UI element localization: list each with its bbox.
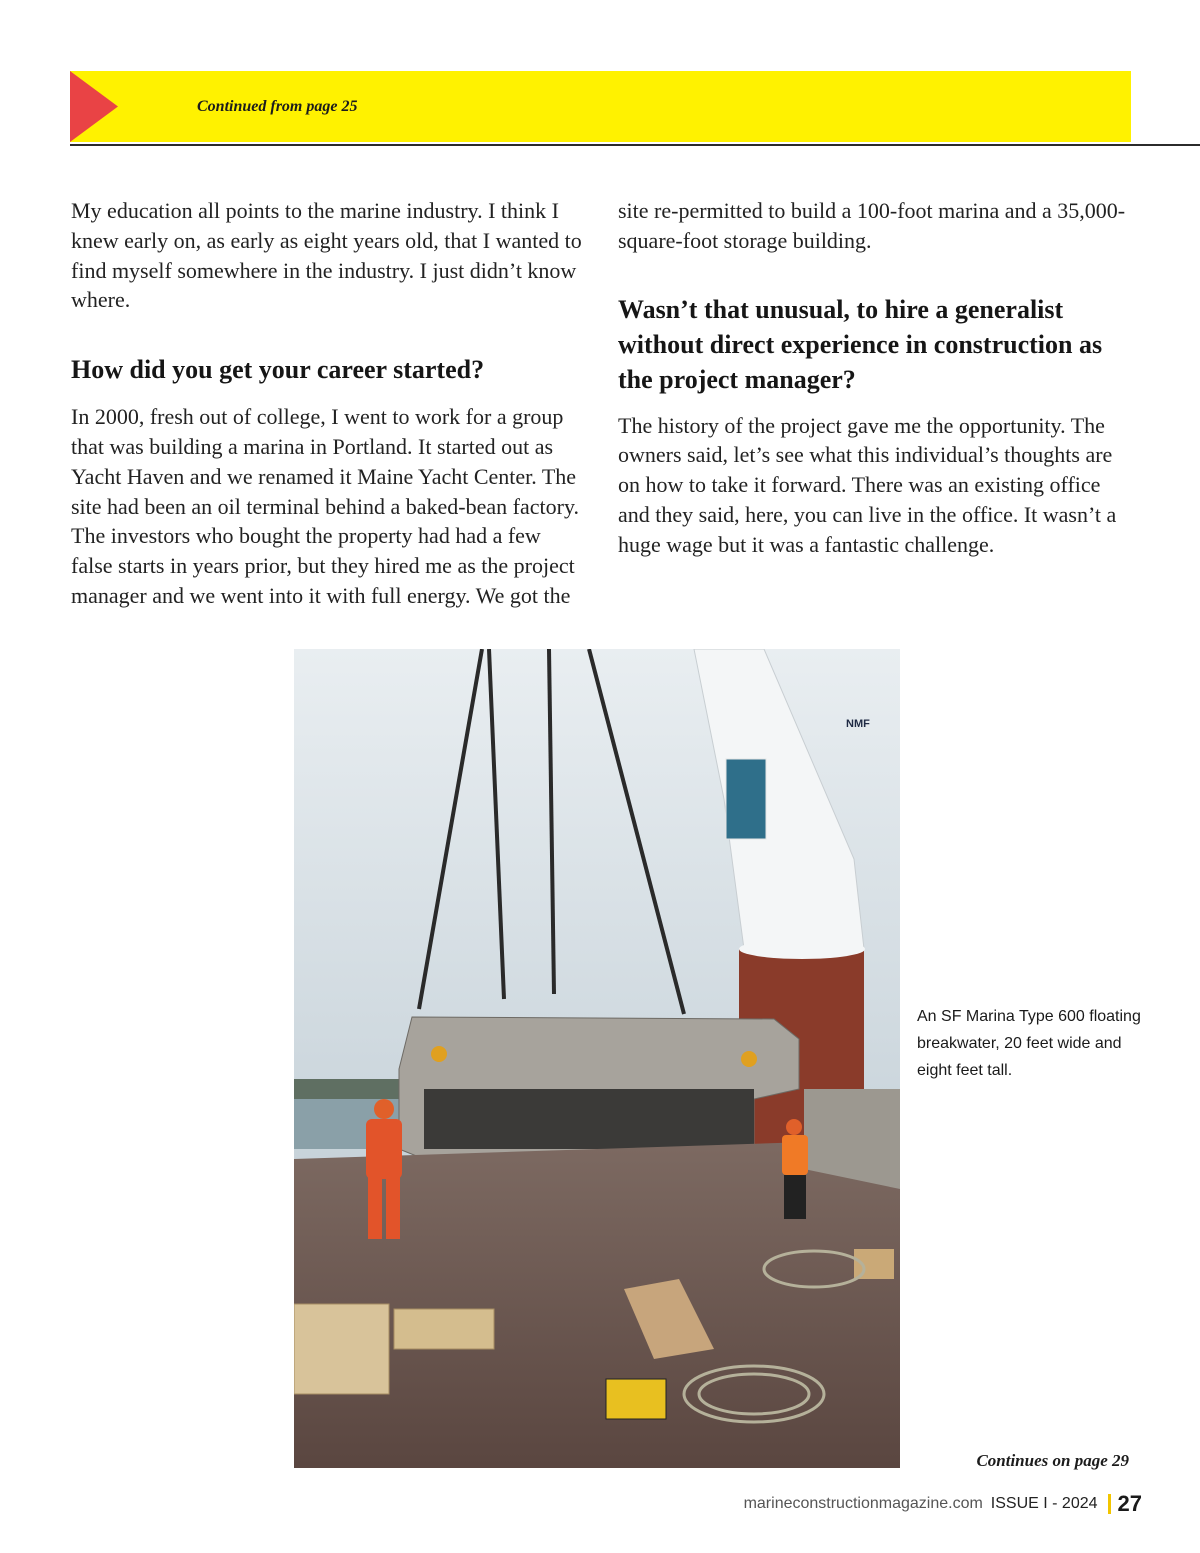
footer-site: marineconstructionmagazine.com [743, 1495, 983, 1512]
photo-illustration [294, 649, 900, 1468]
far-shore [294, 1079, 414, 1099]
paragraph-permit: site re-permitted to build a 100-foot marina and a 35,000-square-foot storage building. [618, 198, 1126, 253]
page-footer [744, 1489, 1142, 1519]
continues-on-label: Continues on page 29 [976, 1451, 1129, 1470]
paragraph-history: The history of the project gave me the opportunity. The owners said, let’s see what this individual’s thoughts are on how to take it forward. There was an existing office and they said, here, you can live in the office. It wasn’t a huge wage but it was a fantastic challenge. [618, 412, 1117, 557]
question-heading-career: How did you get your career started? [71, 355, 485, 385]
breakwater-lift-photo [294, 649, 900, 1468]
paragraph-education: My education all points to the marine industry. I think I knew early on, as early as eight years old, that I wanted to find myself somewhere in the industry. I just didn’t know where. [71, 198, 582, 313]
header-rule [70, 144, 1200, 146]
crane-label: NMF [846, 718, 870, 730]
footer-issue: ISSUE I - 2024 [990, 1495, 1098, 1512]
breakwater-module [399, 1017, 799, 1159]
continued-from-label: Continued from page 25 [197, 98, 358, 115]
paragraph-career: In 2000, fresh out of college, I went to work for a group that was building a marina in Portland. It started out as Yacht Haven and we renamed it Maine Yacht Center. The site had been an oil terminal behind a baked-bean factory. The investors who bought the property had had a few false starts in years prior, but they hired me as the project manager and we went into it with full energy. We got the [71, 404, 580, 608]
question-heading-generalist: Wasn’t that unusual, to hire a generalist without direct experience in construction as the project manager? [618, 294, 1103, 394]
right-column [618, 196, 1134, 560]
banner-arrow-icon [70, 71, 118, 142]
continued-banner [70, 71, 1131, 142]
photo-caption: An SF Marina Type 600 floating breakwater, 20 feet wide and eight feet tall. [917, 1008, 1141, 1079]
footer-divider [1108, 1494, 1111, 1514]
page-number: 27 [1117, 1491, 1142, 1516]
yellow-toolbox [606, 1379, 666, 1419]
left-column [71, 196, 587, 611]
